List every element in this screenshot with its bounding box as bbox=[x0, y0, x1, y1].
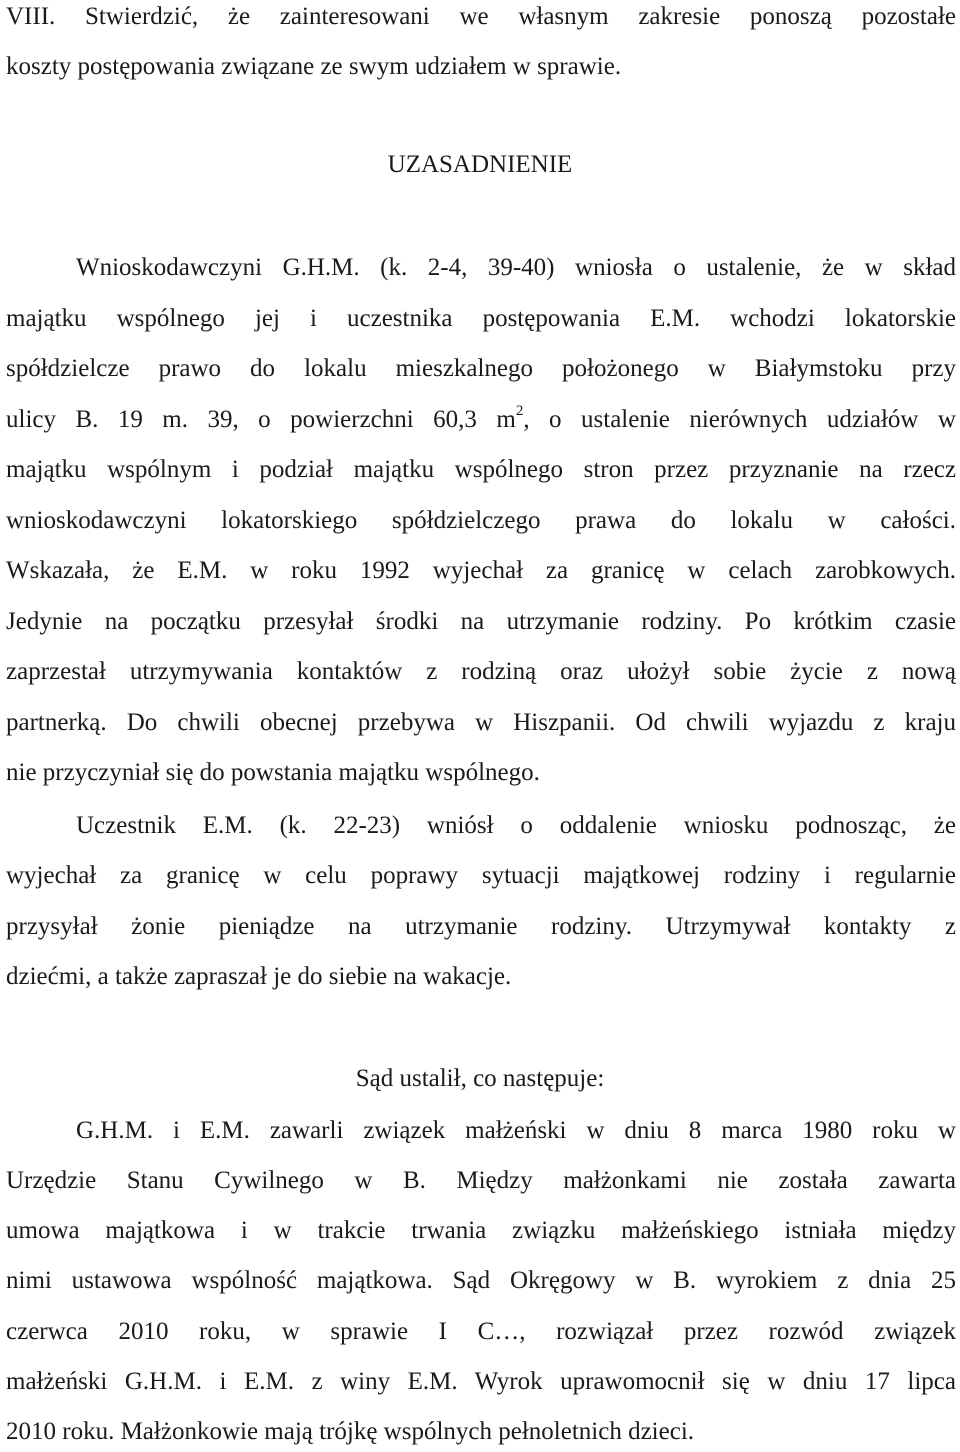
paragraph-line: Wskazała, że E.M. w roku 1992 wyjechał za granicę w celach zarobkowych. bbox=[6, 557, 956, 584]
paragraph-line: G.H.M. i E.M. zawarli związek małżeński w dniu 8 marca 1980 roku w bbox=[76, 1117, 956, 1144]
paragraph-line: wnioskodawczyni lokatorskiego spółdzielczego prawa do lokalu w całości. bbox=[6, 507, 956, 534]
paragraph-line: majątku wspólnym i podział majątku wspólnego stron przez przyznanie na rzecz bbox=[6, 456, 956, 483]
paragraph-line: małżeński G.H.M. i E.M. z winy E.M. Wyrok uprawomocnił się w dniu 17 lipca bbox=[6, 1368, 956, 1395]
paragraph-line-with-superscript bbox=[6, 405, 956, 435]
paragraph-line: dziećmi, a także zapraszał je do siebie na wakacje. bbox=[6, 963, 512, 990]
paragraph-line: przysyłał żonie pieniądze na utrzymanie rodziny. Utrzymywał kontakty z bbox=[6, 913, 956, 940]
paragraph-line: zaprzestał utrzymywania kontaktów z rodziną oraz ułożył sobie życie z nową bbox=[6, 658, 956, 685]
paragraph-line: Wnioskodawczyni G.H.M. (k. 2-4, 39-40) wniosła o ustalenie, że w skład bbox=[76, 254, 956, 281]
paragraph-line: Jedynie na początku przesyłał środki na utrzymanie rodziny. Po krótkim czasie bbox=[6, 608, 956, 635]
paragraph-line: nimi ustawowa wspólność majątkowa. Sąd Okręgowy w B. wyrokiem z dnia 25 bbox=[6, 1267, 956, 1294]
section-subheading: Sąd ustalił, co następuje: bbox=[355, 1065, 605, 1092]
paragraph-line: koszty postępowania związane ze swym udziałem w sprawie. bbox=[6, 53, 622, 80]
paragraph-line: VIII. Stwierdzić, że zainteresowani we własnym zakresie ponoszą pozostałe bbox=[6, 3, 956, 30]
line-part: ulicy B. 19 m. 39, o powierzchni 60,3 m bbox=[6, 406, 516, 433]
paragraph-line: umowa majątkowa i w trakcie trwania związku małżeńskiego istniała między bbox=[6, 1217, 956, 1244]
paragraph-line: Urzędzie Stanu Cywilnego w B. Między małżonkami nie została zawarta bbox=[6, 1167, 956, 1194]
paragraph-line: partnerką. Do chwili obecnej przebywa w Hiszpanii. Od chwili wyjazdu z kraju bbox=[6, 709, 956, 736]
paragraph-line: Uczestnik E.M. (k. 22-23) wniósł o oddalenie wniosku podnosząc, że bbox=[76, 812, 956, 839]
paragraph-line: 2010 roku. Małżonkowie mają trójkę wspólnych pełnoletnich dzieci. bbox=[6, 1418, 695, 1445]
paragraph-line: wyjechał za granicę w celu poprawy sytuacji majątkowej rodziny i regularnie bbox=[6, 862, 956, 889]
paragraph-line: nie przyczyniał się do powstania majątku wspólnego. bbox=[6, 759, 540, 786]
section-heading: UZASADNIENIE bbox=[387, 151, 573, 178]
line-part: , o ustalenie nierównych udziałów w bbox=[523, 406, 956, 433]
superscript: 2 bbox=[515, 403, 524, 419]
paragraph-line: czerwca 2010 roku, w sprawie I C…, rozwiązał przez rozwód związek bbox=[6, 1318, 956, 1345]
paragraph-line: spółdzielcze prawo do lokalu mieszkalnego położonego w Białymstoku przy bbox=[6, 355, 956, 382]
paragraph-line: majątku wspólnego jej i uczestnika postępowania E.M. wchodzi lokatorskie bbox=[6, 305, 956, 332]
